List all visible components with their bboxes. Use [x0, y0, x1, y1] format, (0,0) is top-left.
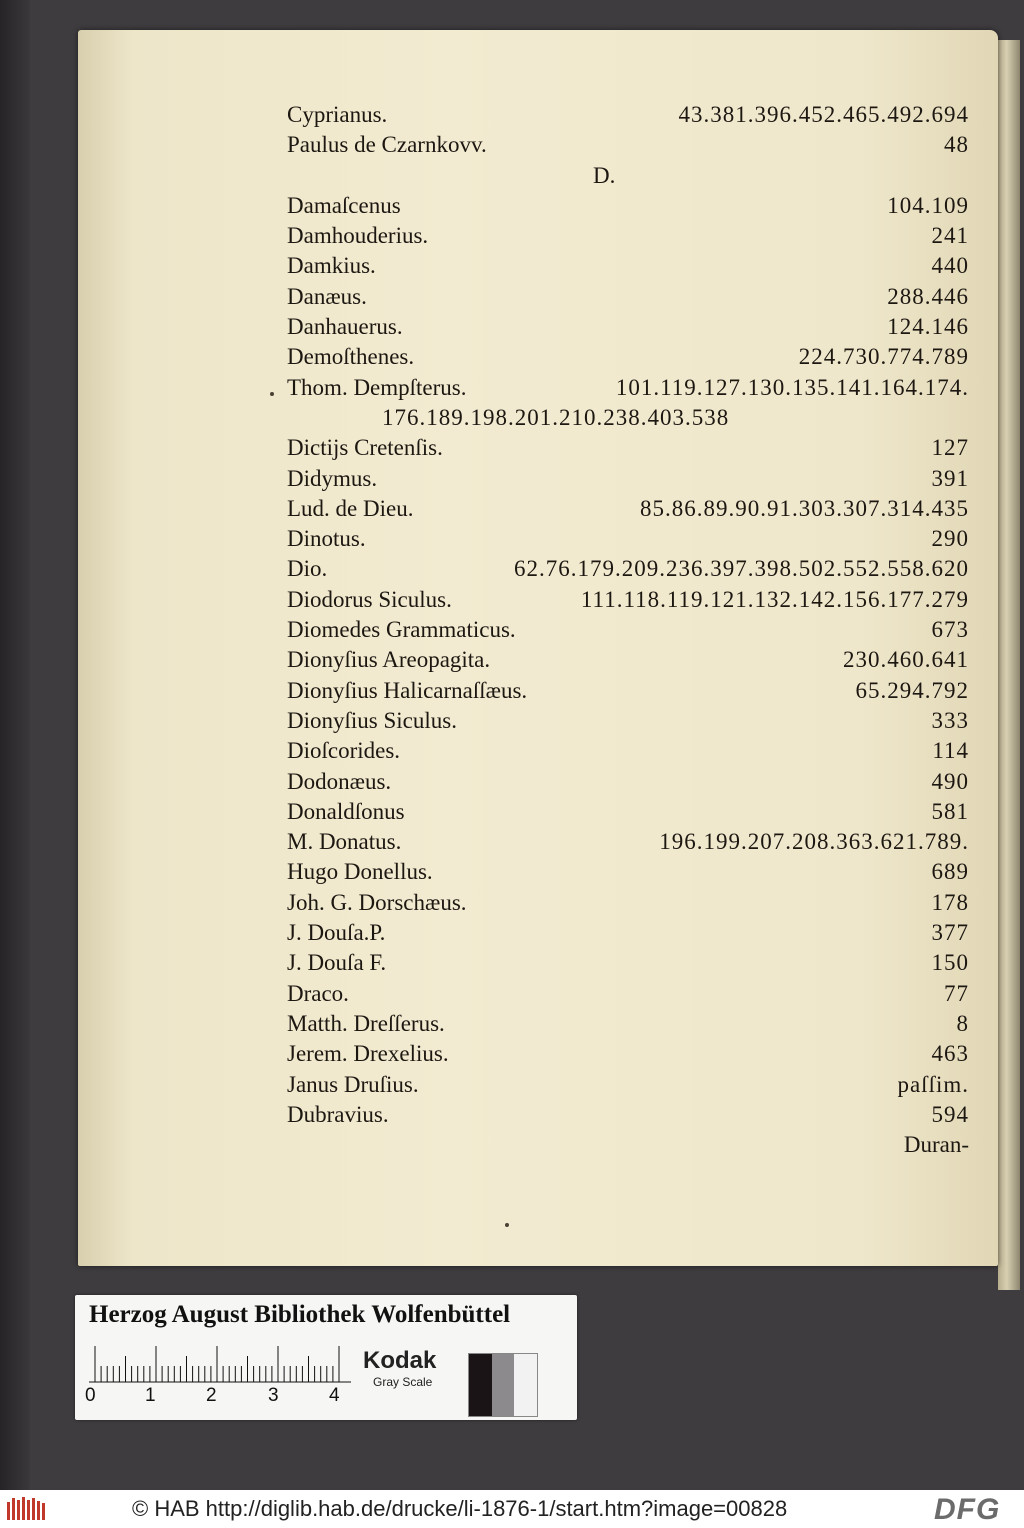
index-entry-pages: 150 [931, 950, 969, 976]
index-row [287, 373, 969, 403]
index-entry-pages: 230.460.641 [843, 647, 969, 673]
index-entry-name: Demoſthenes. [287, 344, 415, 370]
index-entry-pages: 101.119.127.130.135.141.164.174. [615, 374, 969, 400]
index-entry-pages: 62.76.179.209.236.397.398.502.552.558.620 [514, 556, 969, 582]
index-row [287, 161, 969, 191]
gray-patch-white [514, 1354, 537, 1416]
hab-logo-icon [6, 1496, 48, 1522]
index-entry-name: Draco. [287, 980, 349, 1006]
index-entry-pages: 241 [931, 223, 969, 249]
index-row [287, 797, 969, 827]
index-row [287, 615, 969, 645]
ruler-number-3: 3 [268, 1385, 279, 1406]
index-row [287, 494, 969, 524]
index-entry-pages: 333 [931, 707, 969, 733]
kodak-logo: Kodak [363, 1347, 437, 1374]
index-row [287, 706, 969, 736]
index-entry-pages: 288.446 [887, 283, 969, 309]
index-entry-pages: 114 [932, 738, 969, 764]
index-entry-pages: 178 [931, 889, 969, 915]
catchword: Duran- [903, 1132, 969, 1158]
index-row [287, 888, 969, 918]
archive-label-card [75, 1295, 577, 1420]
index-row [287, 100, 969, 130]
index-entry-name: Diomedes Grammaticus. [287, 617, 516, 643]
index-entry-name: Paulus de Czarnkovv. [287, 132, 487, 158]
index-entry-pages: 124.146 [887, 314, 969, 340]
index-entry-pages: 77 [944, 980, 969, 1006]
index-row [287, 191, 969, 221]
index-entry-pages: 85.86.89.90.91.303.307.314.435 [640, 495, 969, 521]
index-entry-name: Dio. [287, 556, 328, 582]
index-entry-pages: 290 [931, 526, 969, 552]
index-entry-pages: 391 [931, 465, 969, 491]
gray-patch-mid [492, 1354, 515, 1416]
index-entry-pages: 490 [931, 768, 969, 794]
index-entry-name: Dionyſius Halicarnaſſæus. [287, 677, 528, 703]
index-entry-name: Jerem. Drexelius. [287, 1041, 449, 1067]
index-entry-pages: 463 [931, 1041, 969, 1067]
index-entry-name: Dionyſius Siculus. [287, 707, 457, 733]
index-row [287, 1009, 969, 1039]
index-row [287, 524, 969, 554]
index-row [287, 1070, 969, 1100]
index-row [287, 767, 969, 797]
index-row [287, 554, 969, 584]
index-entry-pages: 104.109 [887, 192, 969, 218]
ruler-number-2: 2 [206, 1385, 217, 1406]
index-row [287, 130, 969, 160]
index-row [287, 827, 969, 857]
index-entry-name: Cyprianus. [287, 102, 388, 127]
index-entry-name: J. Douſa F. [287, 950, 387, 976]
ruler-number-1: 1 [145, 1385, 156, 1406]
index-entry-pages: 127 [931, 435, 969, 461]
footer-bar [0, 1490, 1024, 1528]
gray-patch-black [469, 1354, 492, 1416]
index-entry-pages-continued: 176.189.198.201.210.238.403.538 [382, 404, 730, 430]
book-binding [0, 0, 30, 1490]
index-entry-name: Dinotus. [287, 526, 366, 552]
index-entry-pages: 65.294.792 [855, 677, 969, 703]
index-row [287, 251, 969, 281]
index-entry-pages: 377 [931, 920, 969, 946]
copyright-url[interactable]: © HAB http://diglib.hab.de/drucke/li-1876-1/start.htm?image=00828 [132, 1496, 788, 1521]
index-entry-pages: 48 [944, 132, 969, 158]
index-entry-name: M. Donatus. [287, 829, 402, 855]
index-entry-name: Dioſcorides. [287, 738, 401, 764]
index-row [287, 979, 969, 1009]
ink-dot [505, 1223, 509, 1227]
index-row [287, 221, 969, 251]
index-entry-name: Didymus. [287, 465, 378, 491]
index-row [287, 403, 969, 433]
index-entry-pages: 224.730.774.789 [798, 344, 969, 370]
index-entry-name: Joh. G. Dorschæus. [287, 889, 467, 915]
ink-dot [270, 392, 274, 396]
index-row [287, 1039, 969, 1069]
index-entry-name: Damhouderius. [287, 223, 429, 249]
index-entry-pages: 8 [956, 1010, 969, 1036]
gray-scale-patches [468, 1353, 538, 1417]
index-entry-name: Lud. de Dieu. [287, 495, 414, 521]
index-row [287, 433, 969, 463]
index-entry-name: Dionyſius Areopagita. [287, 647, 491, 673]
index-entry-name: Diodorus Siculus. [287, 586, 452, 612]
page-edge [998, 40, 1020, 1290]
index-entry-name: Danhauerus. [287, 314, 403, 340]
index-entry-name: Dictijs Cretenſis. [287, 435, 443, 461]
index-entry-pages: 43.381.396.452.465.492.694 [678, 102, 969, 127]
index-row [287, 1100, 969, 1130]
index-row [287, 585, 969, 615]
index-list [287, 100, 969, 1160]
index-entry-name: Damkius. [287, 253, 376, 279]
index-entry-name: Matth. Dreſſerus. [287, 1010, 445, 1036]
index-row [287, 676, 969, 706]
index-entry-pages: 594 [931, 1101, 969, 1127]
index-entry-name: Thom. Dempſterus. [287, 374, 467, 400]
index-entry-pages: 673 [931, 617, 969, 643]
library-name: Herzog August Bibliothek Wolfenbüttel [89, 1301, 511, 1328]
index-row [287, 736, 969, 766]
section-letter-heading: D. [593, 162, 616, 188]
index-entry-pages: paſſim. [897, 1071, 969, 1097]
index-entry-name: Donaldſonus [287, 798, 405, 824]
index-entry-name: Dubravius. [287, 1101, 389, 1127]
dfg-logo: DFG [934, 1493, 1001, 1526]
index-entry-name: Dodonæus. [287, 768, 392, 794]
index-row [287, 342, 969, 372]
ruler-scale [89, 1345, 351, 1383]
index-entry-name: J. Douſa.P. [287, 920, 386, 946]
index-entry-name: Janus Druſius. [287, 1071, 419, 1097]
index-row [287, 312, 969, 342]
index-row [287, 645, 969, 675]
index-entry-name: Damaſcenus [287, 192, 401, 218]
index-entry-pages: 581 [931, 798, 969, 824]
index-row [287, 464, 969, 494]
ruler-number-4: 4 [329, 1385, 340, 1406]
index-entry-pages: 196.199.207.208.363.621.789. [659, 829, 969, 855]
index-entry-name: Danæus. [287, 283, 367, 309]
index-entry-pages: 689 [931, 859, 969, 885]
index-entry-name: Hugo Donellus. [287, 859, 433, 885]
index-row [287, 1130, 969, 1160]
index-entry-pages: 111.118.119.121.132.142.156.177.279 [580, 586, 969, 612]
ruler-number-0: 0 [85, 1385, 96, 1406]
index-row [287, 282, 969, 312]
index-row [287, 918, 969, 948]
index-entry-pages: 440 [931, 253, 969, 279]
gray-scale-label: Gray Scale [373, 1375, 433, 1389]
index-row [287, 948, 969, 978]
index-row [287, 857, 969, 887]
